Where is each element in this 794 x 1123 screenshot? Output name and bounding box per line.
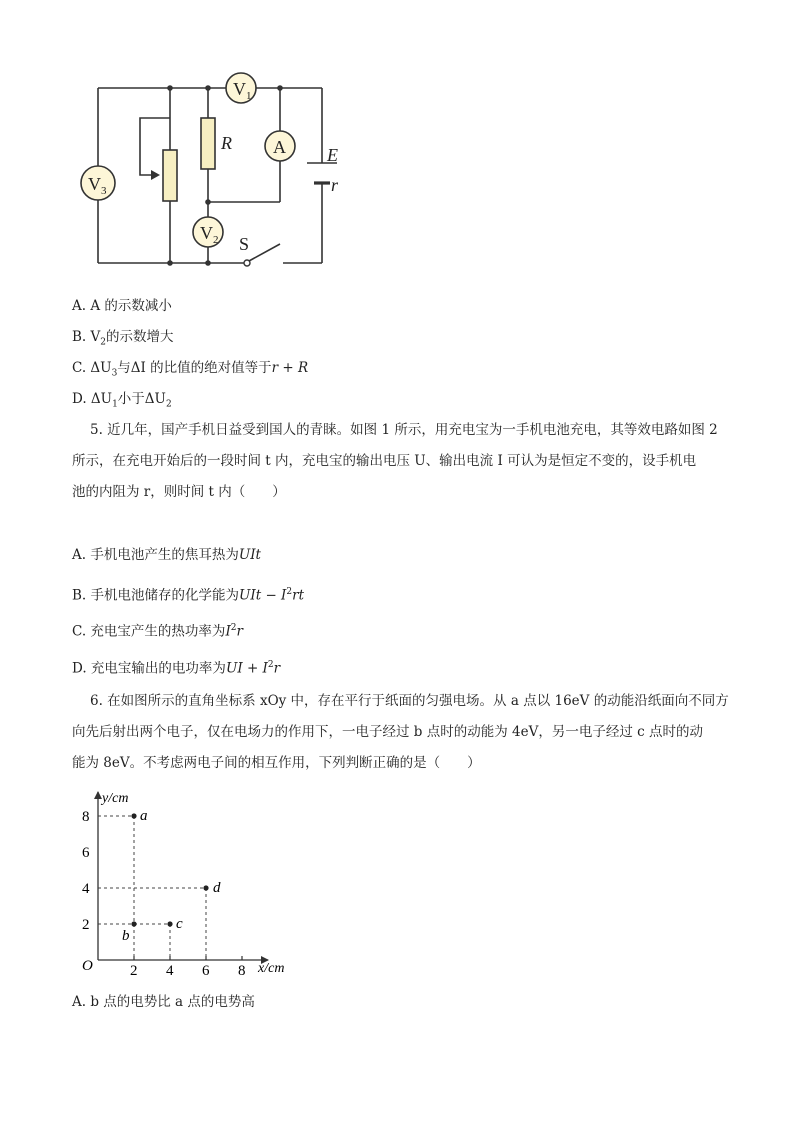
x-axis-label: x/cm (258, 961, 285, 976)
origin-label: O (82, 958, 93, 974)
x-tick-label: 2 (130, 963, 138, 979)
q5-option-c-text: C. 充电宝产生的热功率为 (72, 623, 226, 640)
q6-stem-line1: 6. 在如图所示的直角坐标系 xOy 中，存在平行于纸面的匀强电场。从 a 点以 16eV 的动能沿纸面向不同方 (90, 693, 729, 709)
q4-option-a (72, 296, 172, 316)
q5-option-c (72, 618, 243, 642)
y-axis-label: y/cm (102, 791, 129, 806)
x-tick-label: 8 (238, 963, 246, 979)
q4-option-a-text: A. A 的示数减小 (72, 298, 172, 314)
q5-stem-line2: 所示，在充电开始后的一段时间 t 内，充电宝的输出电压 U、输出电流 I 可认为是恒定不变的，设手机电 (72, 453, 697, 469)
q4-option-d-sub2: 2 (165, 399, 172, 410)
point-label-d: d (213, 880, 221, 896)
q4-option-d-mid: 小于ΔU (117, 391, 166, 407)
y-tick-label: 8 (82, 809, 90, 825)
q5-option-b (72, 582, 304, 606)
q5-option-a-expr: UIt (238, 547, 261, 563)
y-tick-label: 2 (82, 917, 90, 933)
ammeter-label: A (273, 137, 286, 157)
q6-option-a: A. b 点的电势比 a 点的电势高 (72, 994, 255, 1010)
q4-option-b-sub: 2 (100, 337, 106, 348)
q4-option-c-prefix: C. ΔU (72, 360, 112, 376)
q4-option-b (72, 327, 174, 353)
v2-label: $V_2$ (200, 223, 219, 246)
point-c (167, 921, 172, 926)
q4-option-d (72, 389, 172, 415)
q5-option-b-text: B. 手机电池储存的化学能为 (72, 587, 240, 604)
point-label-b: b (122, 928, 130, 944)
q5-option-b-sup: 2 (286, 587, 293, 597)
q5-option-b-expr2: rt (292, 587, 305, 604)
q4-option-c (72, 358, 308, 384)
switch-label: S (239, 234, 250, 254)
q4-option-b-suffix: 的示数增大 (106, 329, 174, 345)
circuit-diagram (70, 65, 370, 280)
point-a (131, 813, 136, 818)
y-tick-label: 6 (82, 845, 90, 861)
q6-stem-line3: 能为 8eV。不考虑两电子间的相互作用，下列判断正确的是（ ） (72, 755, 481, 771)
q5-option-d-sup: 2 (267, 660, 274, 670)
q4-option-c-tail: r + R (271, 360, 309, 376)
point-label-a: a (140, 808, 148, 824)
coordinate-diagram (70, 780, 310, 980)
q6-stem-line2: 向先后射出两个电子，仅在电场力的作用下，一电子经过 b 点时的动能为 4eV，另一电子经过 c 点时的动 (72, 724, 703, 740)
q5-option-a (72, 545, 261, 565)
resistor-r (201, 118, 215, 169)
x-tick-label: 4 (166, 963, 174, 979)
q4-option-d-prefix: D. ΔU (72, 391, 113, 407)
q5-option-c-expr1: I (225, 623, 231, 640)
q4-option-b-prefix: B. V (72, 329, 101, 345)
q5-option-a-text: A. 手机电池产生的焦耳热为 (72, 547, 239, 563)
q5-stem-line1: 5. 近几年，国产手机日益受到国人的青睐。如图 1 所示，用充电宝为一手机电池充电，其等效电路如图 2 (90, 422, 718, 438)
q4-option-c-mid: 与ΔI 的比值的绝对值等于 (117, 360, 272, 376)
point-d (203, 885, 208, 890)
x-tick-label: 6 (202, 963, 210, 979)
q5-option-d (72, 655, 280, 679)
resistor-label: R (221, 133, 232, 153)
q4-option-c-sub: 3 (111, 368, 118, 379)
internal-resistance-label: r (331, 175, 339, 195)
q5-option-b-expr1: UIt − I (239, 587, 287, 604)
q5-option-d-text: D. 充电宝输出的电功率为 (72, 660, 226, 677)
v3-label: $V_3$ (88, 174, 107, 197)
point-label-c: c (176, 916, 183, 932)
q4-option-d-sub1: 1 (112, 399, 118, 410)
point-b (131, 921, 136, 926)
y-tick-label: 4 (82, 881, 90, 897)
q5-stem-line3: 池的内阻为 r，则时间 t 内（ ） (72, 484, 286, 500)
q5-option-d-expr2: r (273, 660, 281, 677)
q5-option-d-expr1: UI + I (225, 660, 268, 677)
rheostat-resistor (163, 150, 177, 201)
q5-option-c-sup: 2 (230, 623, 237, 633)
emf-label: E (327, 145, 338, 165)
v1-label: $V_1$ (233, 79, 252, 102)
q5-option-c-expr2: r (236, 623, 243, 640)
